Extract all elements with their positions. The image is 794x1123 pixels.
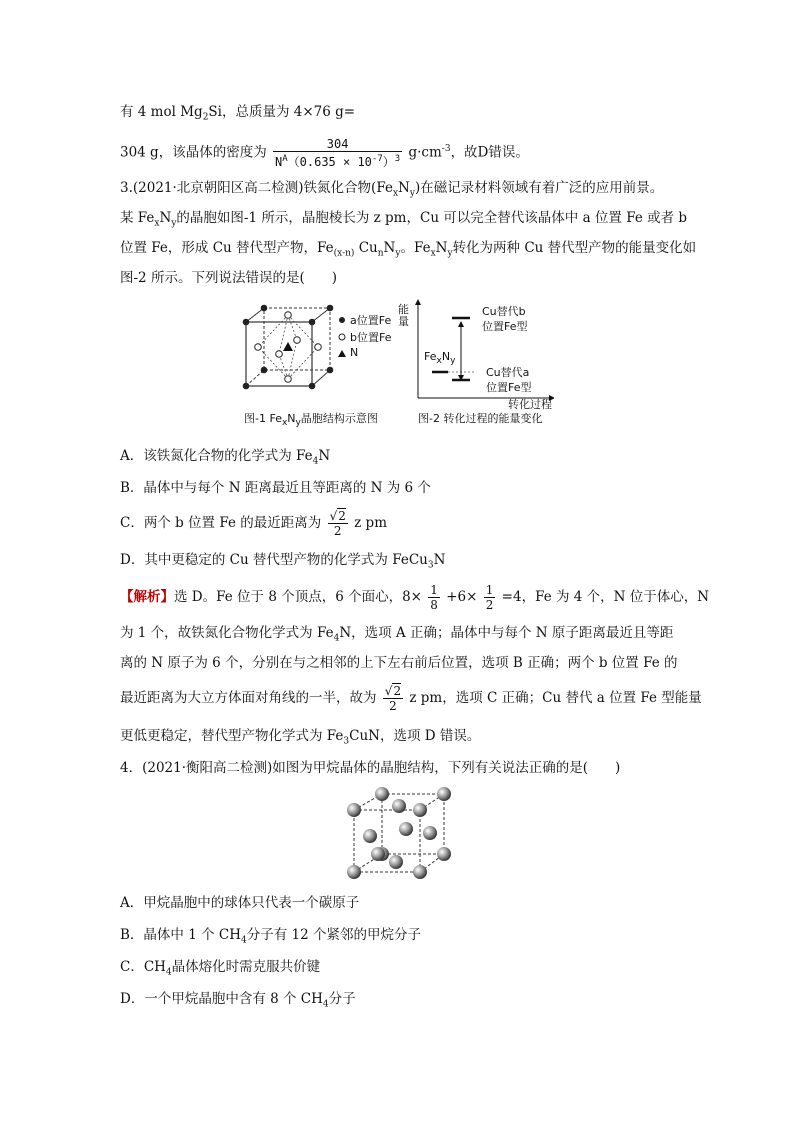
solution-continued-line-2: 304 g，该晶体的密度为 $\frac{304}{N^A(0.635 \times 10^{-7})^3}$ $g\cdot cm^{-3}$，故D错误。 (120, 137, 529, 169)
solution-continued-line-1: 有 4 mol $Mg_2Si$，总质量为 4×76 g= (120, 104, 356, 123)
q4-stem: 4．(2021·衡阳高二检测)如图为甲烷晶体的晶胞结构，下列有关说法正确的是( ) (120, 760, 621, 776)
q3-stem-line-2: 某 $Fe_xN_y$的晶胞如图-1 所示，晶胞棱长为 z pm，Cu 可以完全替代该晶体中 a 位置 Fe 或者 b (120, 210, 688, 229)
fig1-legend-n: N (350, 346, 359, 359)
solution-line-2: 为 1 个，故铁氮化合物化学式为 $Fe_4N$，选项 A 正确；晶体中与每个 N 原子距离最近且等距 (120, 625, 674, 644)
q4-option-b: B．晶体中 1 个 $CH_4$分子有 12 个紧邻的甲烷分子 (120, 927, 421, 946)
solution-line-4: 最近距离为大立方体面对角线的一半，故为 $\frac{√2}{2}$ z pm，选项 C 正确；Cu 替代 a 位置 Fe 型能量 (120, 684, 702, 713)
fig1-caption: 图-1 $Fe_xN_y$晶胞结构示意图 (244, 412, 378, 429)
density-fraction: $\frac{304}{N^A(0.635 \times 10^{-7})^3}$ (275, 137, 401, 169)
fig2-top-label-2: 位置Fe型 (482, 320, 528, 333)
solution-line-1: 【解析】选 D。Fe 位于 8 个顶点，6 个面心，8× $\frac{1}{8}$ +6× $\frac{1}{2}$ =4，Fe 为 4 个，N 位于体心，N (120, 583, 710, 612)
q4-methane-unit-cell-diagram (342, 786, 460, 880)
fig2-caption: 图-2 转化过程的能量变化 (418, 412, 543, 425)
q3-stem-line-4: 图-2 所示。下列说法错误的是( ) (120, 270, 337, 286)
solution-line-5: 更低更稳定，替代型产物化学式为 $Fe_3CuN$，选项 D 错误。 (120, 728, 481, 747)
fig2-reactant-label: $Fe_xN_y$ (424, 350, 456, 367)
solution-line-3: 离的 N 原子为 6 个，分别在与之相邻的上下左右前后位置，选项 B 正确；两个 b 位置 Fe 的 (120, 655, 678, 671)
q3-option-a: A．该铁氮化合物的化学式为 $Fe_4N$ (120, 448, 331, 467)
fig2-bottom-label-1: Cu替代a (486, 366, 530, 379)
q3-option-b: B．晶体中与每个 N 距离最近且等距离的 N 为 6 个 (120, 480, 431, 496)
fig2-top-label-1: Cu替代b (482, 305, 526, 318)
fig2-y-axis-label: 能量 (398, 303, 409, 328)
q4-option-a: A．甲烷晶胞中的球体只代表一个碳原子 (120, 895, 360, 911)
q3-stem-line-1: 3.(2021·北京朝阳区高二检测)铁氮化合物$(Fe_xN_y)$在磁记录材料领域有着广泛的应用前景。 (120, 180, 664, 199)
fig1-legend-a-fe: a位置Fe (350, 314, 392, 327)
q3-option-c: C．两个 b 位置 Fe 的最近距离为 $\frac{√2}{2}$ z pm (120, 509, 388, 538)
q4-option-d: D．一个甲烷晶胞中含有 8 个 $CH_4$分子 (120, 991, 356, 1010)
q3-option-d: D．其中更稳定的 Cu 替代型产物的化学式为 FeCu$_3$N (120, 552, 446, 571)
sqrt2-over-2-fraction: $\frac{√2}{2}$ (329, 509, 346, 538)
fig2-x-axis-label: 转化过程 (508, 398, 552, 411)
q3-stem-line-3: 位置 Fe，形成 Cu 替代型产物，$Fe_{(x-n)}$ $Cu_nN_y$。$Fe_xN_y$转化为两种 Cu 替代型产物的能量变化如 (120, 240, 697, 259)
fig1-legend-b-fe: b位置Fe (350, 331, 392, 344)
solution-tag: 【解析】 (120, 589, 174, 605)
q4-option-c: C．$CH_4$晶体熔化时需克服共价键 (120, 959, 321, 978)
fig2-bottom-label-2: 位置Fe型 (486, 381, 532, 394)
